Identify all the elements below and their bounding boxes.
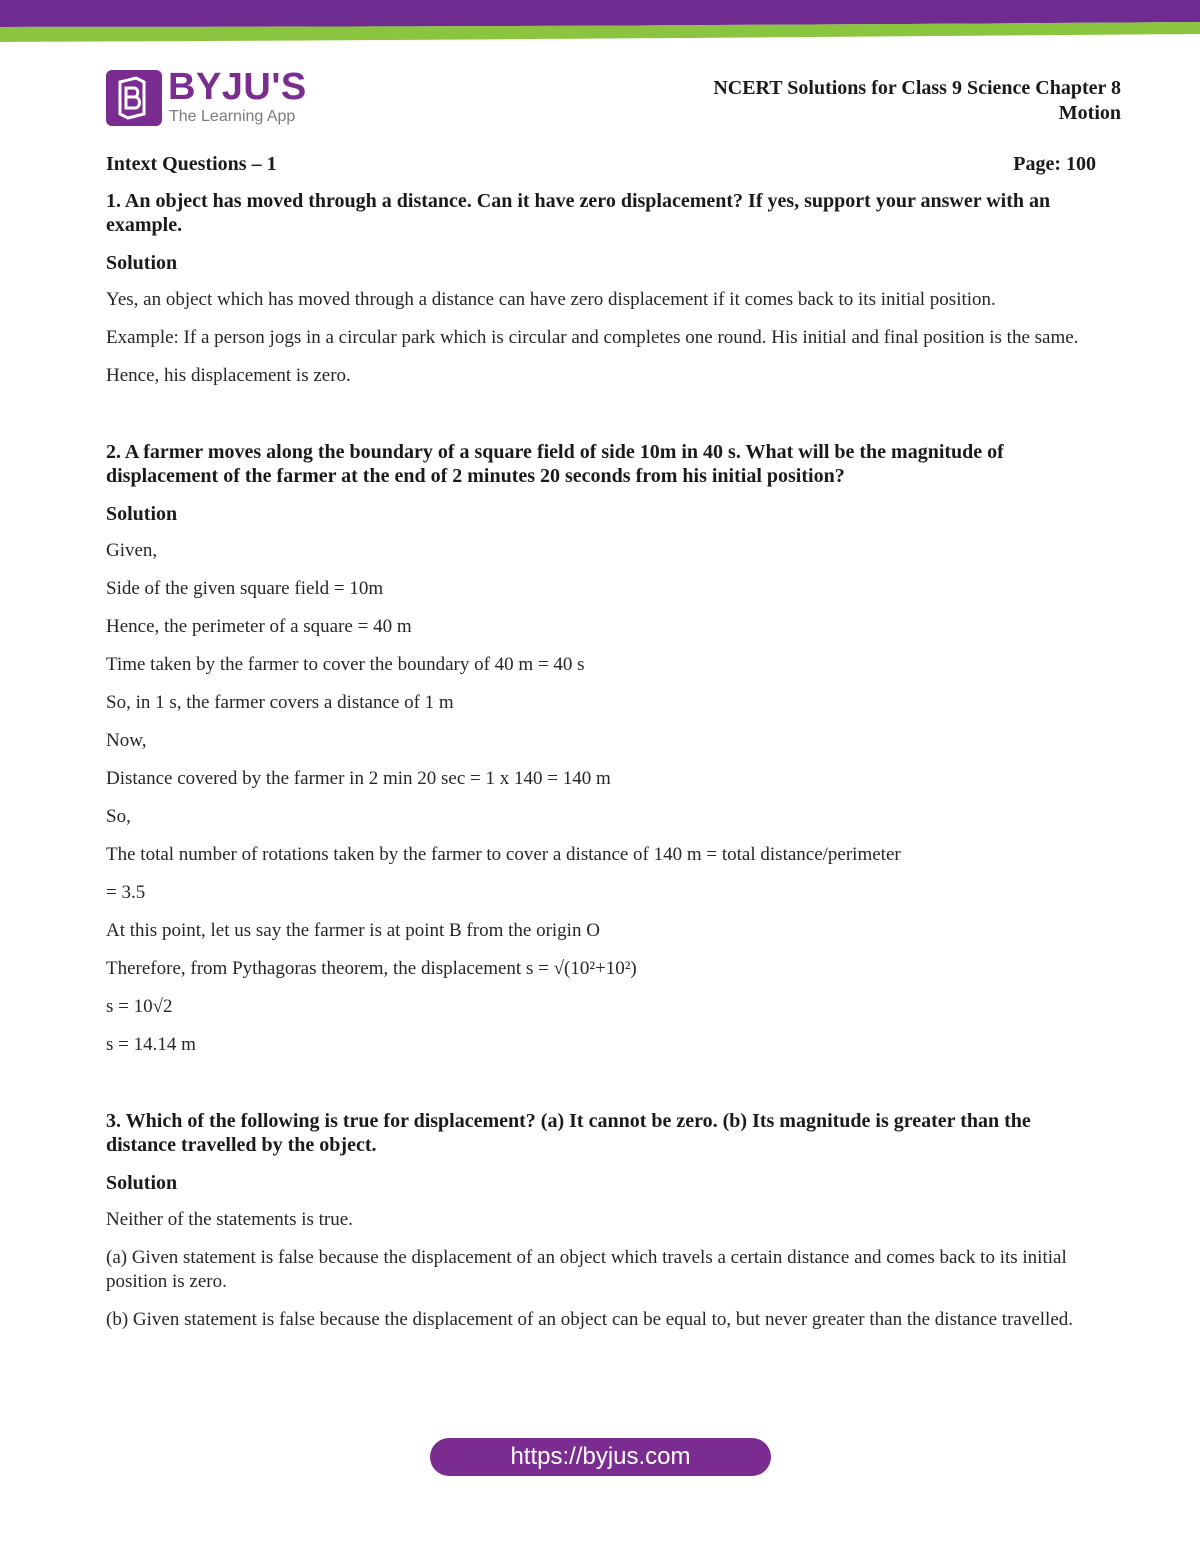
byjus-b-logo-icon <box>106 70 162 126</box>
answer-line: Distance covered by the farmer in 2 min 20 sec = 1 x 140 = 140 m <box>106 768 611 789</box>
answer-line: Therefore, from Pythagoras theorem, the displacement s = √(10²+10²) <box>106 958 637 979</box>
brand-name: BYJU'S <box>168 66 307 108</box>
question-3: 3. Which of the following is true for displacement? (a) It cannot be zero. (b) Its magnitude is greater than the distance travelled by the object. <box>106 1110 1031 1156</box>
document-body <box>106 151 1096 1346</box>
answer-line: Hence, his displacement is zero. <box>106 365 351 386</box>
top-decorative-band <box>0 0 1200 44</box>
section-header <box>106 151 1096 177</box>
header-line-2: Motion <box>1058 102 1121 124</box>
answer-line: s = 14.14 m <box>106 1034 196 1055</box>
footer-url-link[interactable]: https://byjus.com <box>430 1438 771 1476</box>
answer-line: (a) Given statement is false because the displacement of an object which travels a certain distance and comes back to its initial position is zero. <box>106 1247 1067 1292</box>
question-1: 1. An object has moved through a distance. Can it have zero displacement? If yes, support your answer with an example. <box>106 190 1051 236</box>
answer-line: Yes, an object which has moved through a distance can have zero displacement if it comes back to its initial position. <box>106 289 996 310</box>
solution-label-1: Solution <box>106 252 178 274</box>
answer-line: Given, <box>106 540 158 561</box>
answer-line: s = 10√2 <box>106 996 173 1017</box>
answer-line: (b) Given statement is false because the displacement of an object can be equal to, but never greater than the distance travelled. <box>106 1309 1074 1330</box>
answer-line: Example: If a person jogs in a circular park which is circular and completes one round. His initial and final position is the same. <box>106 327 1079 348</box>
answer-line: = 3.5 <box>106 882 146 903</box>
answer-line: Neither of the statements is true. <box>106 1209 353 1230</box>
answer-line: Hence, the perimeter of a square = 40 m <box>106 616 412 637</box>
solution-label-3: Solution <box>106 1172 178 1194</box>
answer-line: Side of the given square field = 10m <box>106 578 384 599</box>
answer-line: The total number of rotations taken by the farmer to cover a distance of 140 m = total distance/perimeter <box>106 844 901 865</box>
header-line-1: NCERT Solutions for Class 9 Science Chapter 8 <box>713 77 1121 99</box>
answer-line: Time taken by the farmer to cover the boundary of 40 m = 40 s <box>106 654 585 675</box>
document-header <box>601 76 1121 126</box>
answer-line: So, in 1 s, the farmer covers a distance of 1 m <box>106 692 454 713</box>
byjus-logo <box>106 66 316 128</box>
question-2: 2. A farmer moves along the boundary of a square field of side 10m in 40 s. What will be the magnitude of displacement of the farmer at the end of 2 minutes 20 seconds from his initial position? <box>106 441 1004 487</box>
solution-label-2: Solution <box>106 503 178 525</box>
brand-tagline: The Learning App <box>169 108 296 125</box>
answer-line: At this point, let us say the farmer is at point B from the origin O <box>106 920 600 941</box>
answer-line: Now, <box>106 730 147 751</box>
section-title: Intext Questions – 1 <box>106 153 277 175</box>
answer-line: So, <box>106 806 131 827</box>
page-number: Page: 100 <box>1013 153 1096 175</box>
